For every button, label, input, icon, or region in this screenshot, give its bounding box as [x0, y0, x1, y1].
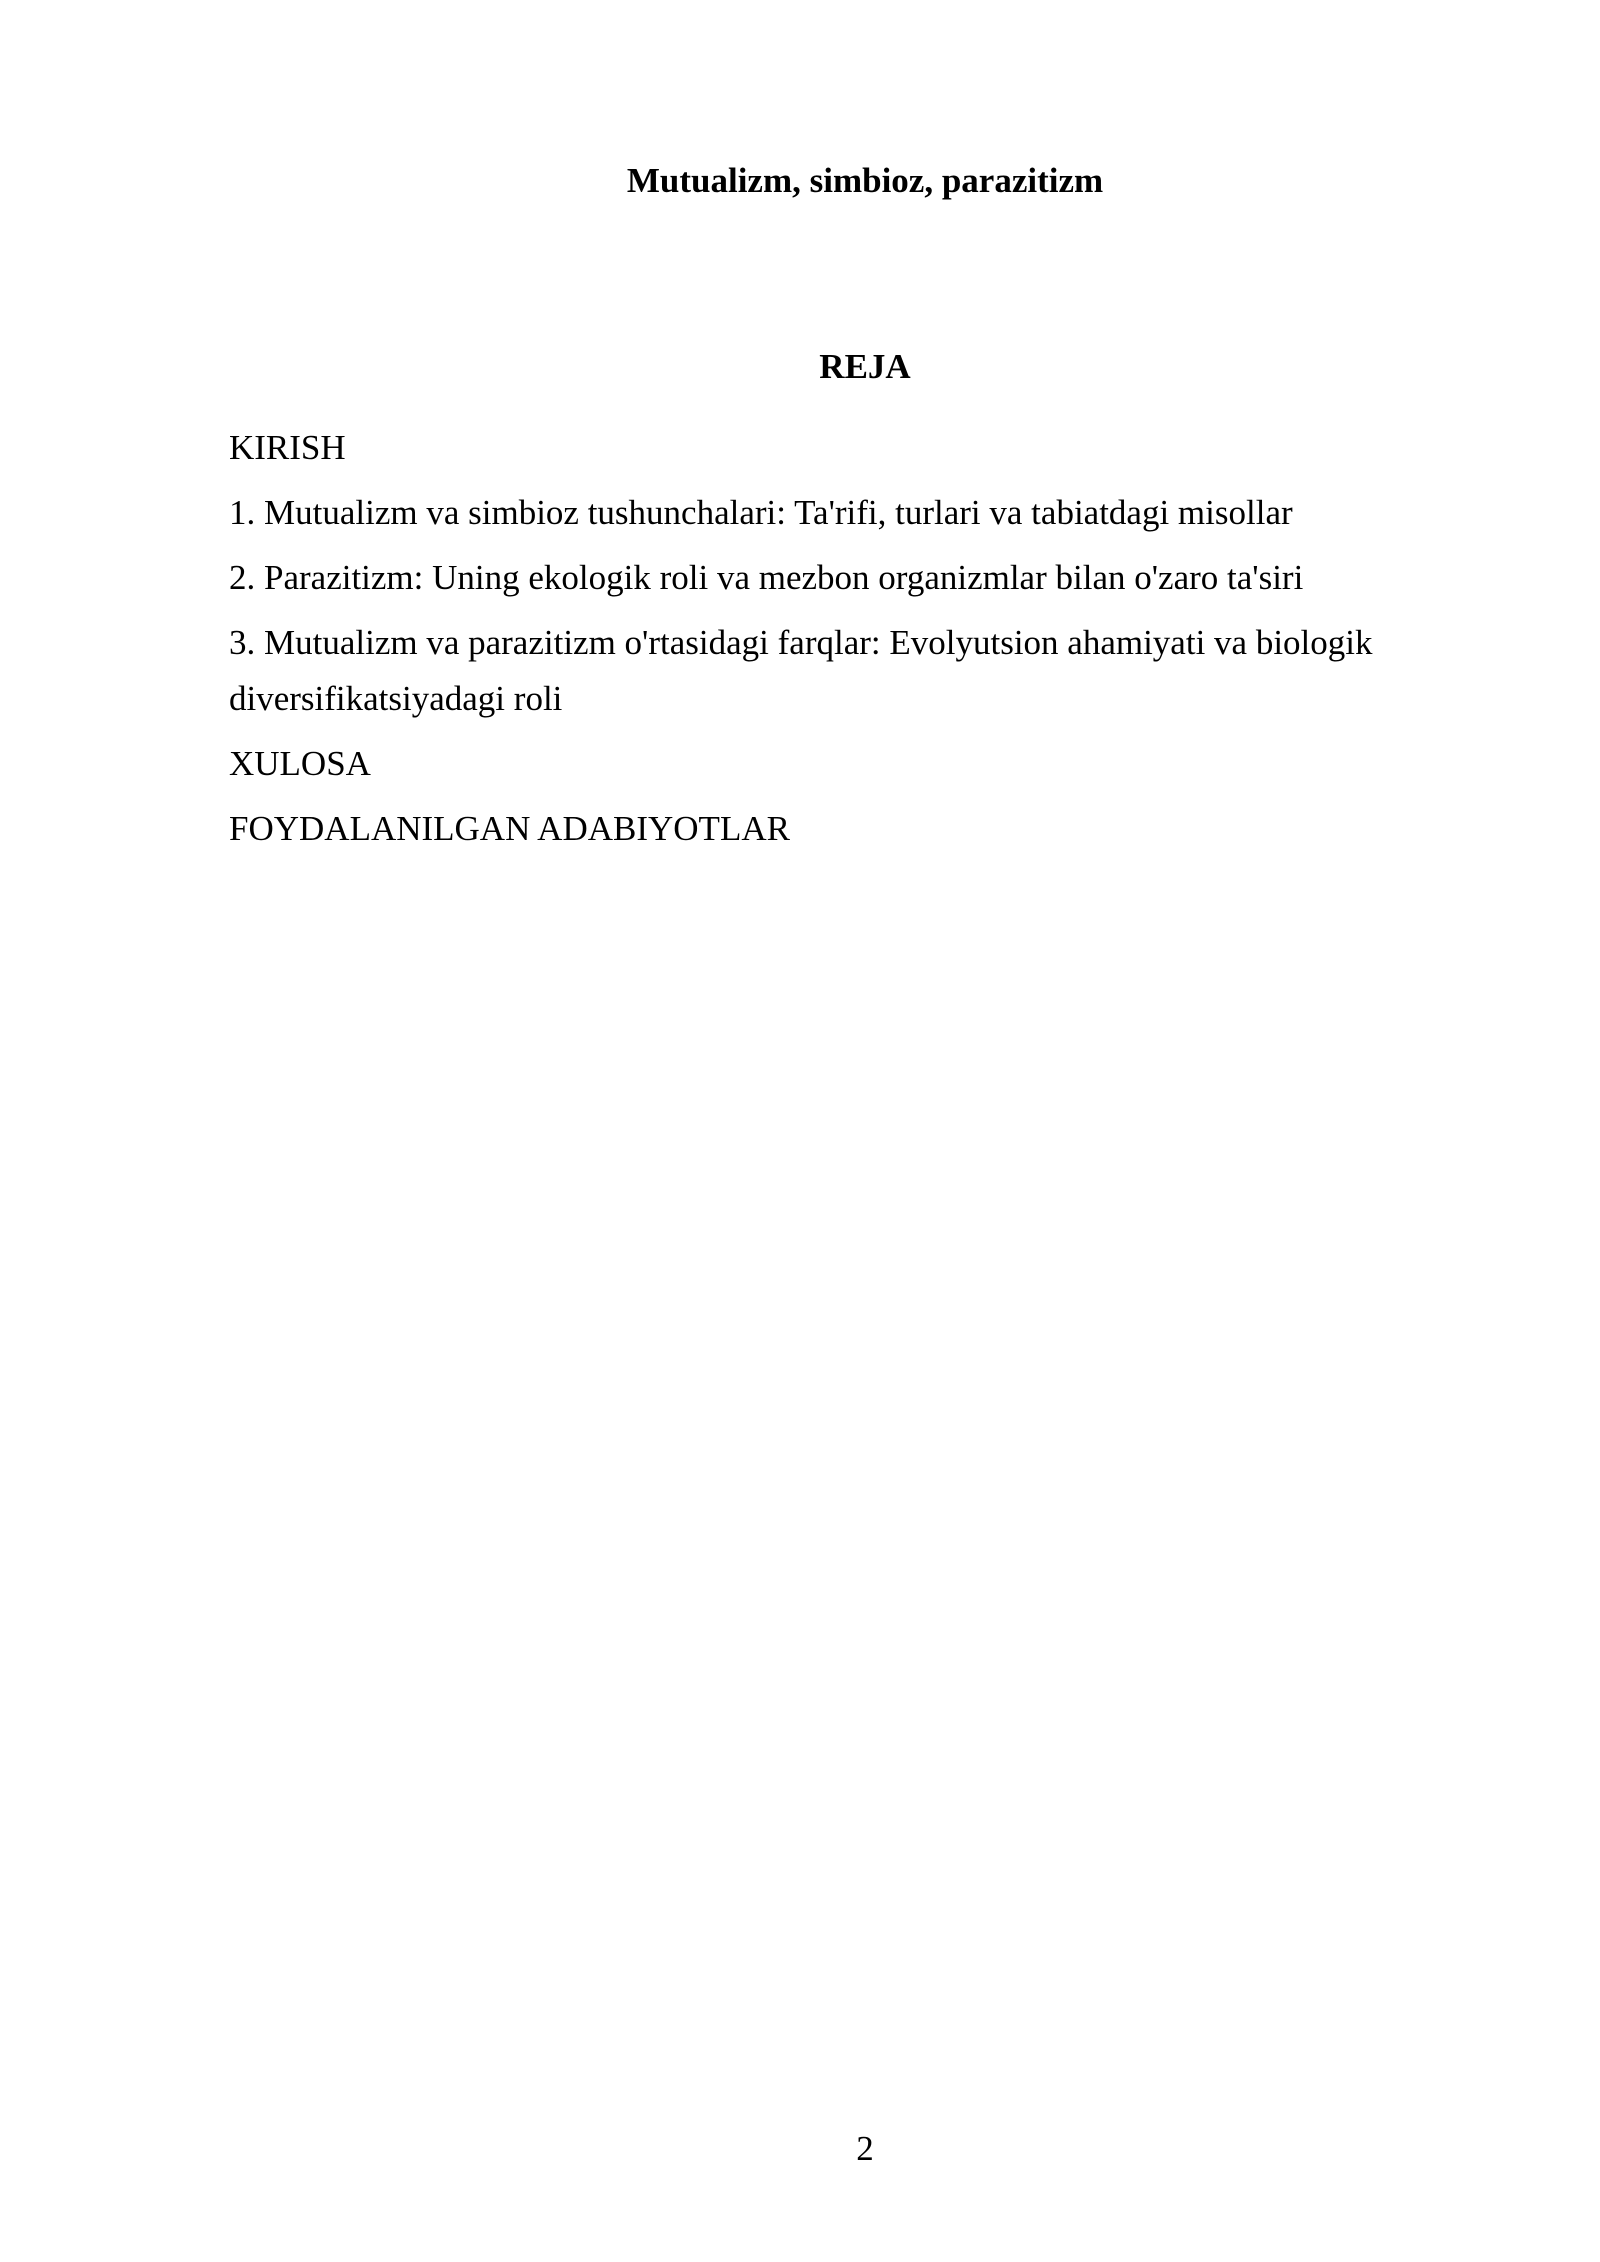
page-number: 2: [856, 2129, 874, 2168]
plan-list: [229, 420, 1469, 866]
plan-item-references: FOYDALANILGAN ADABIYOTLAR: [229, 809, 790, 848]
plan-item-2: 2. Parazitizm: Uning ekologik roli va mezbon organizmlar bilan o'zaro ta'siri: [229, 558, 1304, 597]
document-title: Mutualizm, simbioz, parazitizm: [626, 161, 1104, 200]
plan-item-1: 1. Mutualizm va simbioz tushunchalari: Ta'rifi, turlari va tabiatdagi misollar: [229, 493, 1293, 532]
plan-item-3: 3. Mutualizm va parazitizm o'rtasidagi farqlar: Evolyutsion ahamiyati va biologik diversifikatsiyadagi roli: [229, 623, 1373, 718]
plan-item-conclusion: XULOSA: [229, 744, 371, 783]
plan-heading: REJA: [819, 347, 911, 386]
plan-item-introduction: KIRISH: [229, 428, 346, 467]
